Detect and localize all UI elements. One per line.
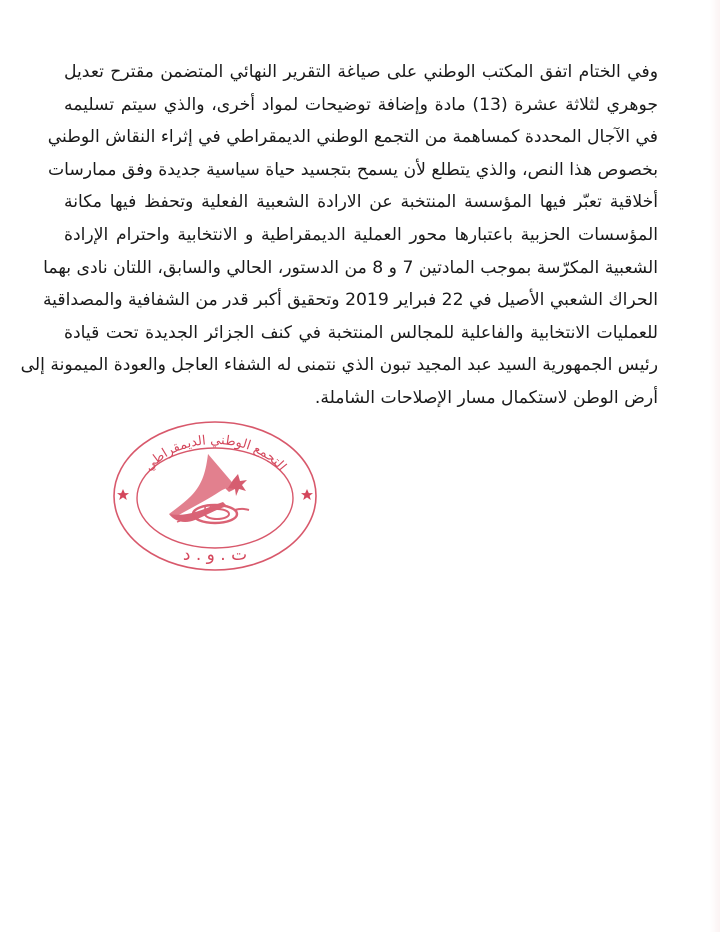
paragraph-line: الشعبية المكرّسة بموجب المادتين 7 و 8 من الدستور، الحالي والسابق، اللتان نادى بهما — [43, 257, 658, 278]
paragraph-line: جوهري لثلاثة عشرة (13) مادة وإضافة توضيحات لمواد أخرى، والذي سيتم تسليمه — [64, 94, 658, 115]
paragraph-line: وفي الختام اتفق المكتب الوطني على صياغة التقرير النهائي المتضمن مقترح تعديل — [64, 62, 658, 82]
rnd-party-emblem-icon — [169, 454, 249, 523]
paragraph-line: للعمليات الانتخابية والفاعلية للمجالس المنتخبة في كنف الجزائر الجديدة تحت قيادة — [64, 322, 658, 343]
paragraph-line-final: أرض الوطن لاستكمال مسار الإصلاحات الشاملة. — [314, 387, 658, 408]
closing-paragraph — [20, 56, 658, 415]
star-icon — [117, 489, 129, 500]
paragraph-line: بخصوص هذا النص، والذي يتطلع لأن يسمح بتجسيد حياة سياسية جديدة وفق ممارسات — [47, 159, 658, 180]
paragraph-line: المؤسسات الحزبية باعتبارها محور العملية الديمقراطية و الانتخابية واحترام الإرادة — [64, 224, 658, 245]
paragraph-line: الحراك الشعبي الأصيل في 22 فبراير 2019 وتحقيق أكبر قدر من الشفافية والمصداقية — [42, 290, 658, 311]
stamp-organization-name: التجمع الوطني الديمقراطي — [141, 432, 289, 475]
star-icon — [301, 489, 313, 500]
paragraph-line: في الآجال المحددة كمساهمة من التجمع الوطني الديمقراطي في إثراء النقاش الوطني — [47, 127, 658, 148]
page-edge-shadow — [710, 0, 720, 932]
stamp-abbreviation: ت . و . د — [182, 545, 248, 565]
party-stamp — [111, 418, 319, 574]
paragraph-line: أخلاقية تعبّر فيها المؤسسة المنتخبة عن الارادة الشعبية الفعلية وتحفظ فيها مكانة — [64, 192, 658, 213]
paragraph-line: رئيس الجمهورية السيد عبد المجيد تبون الذي نتمنى له الشفاء العاجل والعودة الميمونة إلى — [20, 355, 658, 376]
